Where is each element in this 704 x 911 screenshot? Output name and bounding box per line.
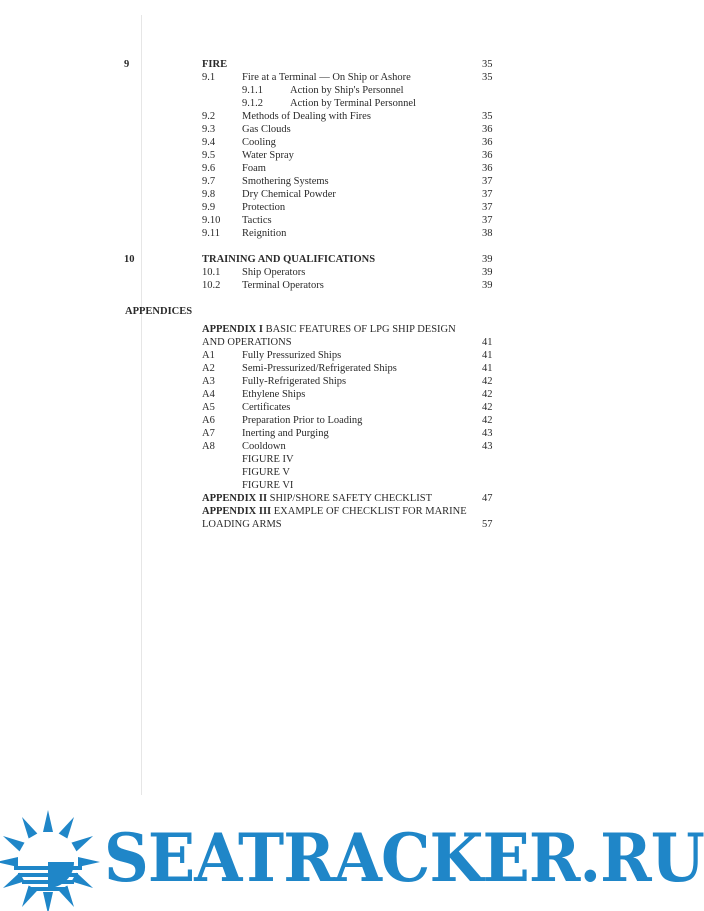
figure-entry: FIGURE VI — [242, 480, 294, 491]
toc-entry-9-10 — [0, 214, 643, 227]
toc-entry-a5 — [0, 401, 643, 414]
section-number: A3 — [202, 376, 215, 387]
appendix-title: BASIC FEATURES OF LPG SHIP DESIGN — [265, 324, 456, 335]
toc-entry-9-11 — [0, 227, 643, 240]
section-number: 9.4 — [202, 137, 216, 148]
section-title: Smothering Systems — [242, 176, 329, 187]
appendix-title: SHIP/SHORE SAFETY CHECKLIST — [269, 493, 433, 504]
toc-entry-9-4 — [0, 136, 643, 149]
subsection-number: 9.1.1 — [242, 85, 263, 96]
section-number: A2 — [202, 363, 215, 374]
section-number: 10.1 — [202, 267, 221, 278]
appendix-label: APPENDIX III — [202, 506, 272, 517]
figure-entry: FIGURE V — [242, 467, 290, 478]
section-number: 10.2 — [202, 280, 221, 291]
chapter-title: FIRE — [202, 59, 228, 70]
chapter-number: 10 — [124, 254, 135, 265]
section-number: 9.5 — [202, 150, 216, 161]
section-title: Water Spray — [242, 150, 294, 161]
subsection-title: Action by Terminal Personnel — [290, 98, 416, 109]
page-number: 42 — [482, 376, 493, 387]
appendix-1-title-line1 — [0, 323, 643, 336]
chapter-10-heading — [0, 253, 643, 266]
section-number: 9.9 — [202, 202, 216, 213]
page-number: 36 — [482, 137, 493, 148]
toc-entry-9-6 — [0, 162, 643, 175]
appendix-label: APPENDIX II — [202, 493, 268, 504]
section-number: A6 — [202, 415, 215, 426]
section-title: Gas Clouds — [242, 124, 291, 135]
section-title: Terminal Operators — [242, 280, 324, 291]
section-number: 9.7 — [202, 176, 216, 187]
toc-entry-9-1-2 — [0, 97, 643, 110]
page-number: 35 — [482, 111, 493, 122]
section-number: 9.8 — [202, 189, 216, 200]
toc-entry-a1 — [0, 349, 643, 362]
page-number: 43 — [482, 428, 493, 439]
section-number: 9.11 — [202, 228, 220, 239]
toc-entry-9-1 — [0, 71, 643, 84]
section-title: Inerting and Purging — [242, 428, 329, 439]
section-number: A8 — [202, 441, 215, 452]
page-number: 36 — [482, 163, 493, 174]
page-number: 38 — [482, 228, 493, 239]
section-title: Semi-Pressurized/Refrigerated Ships — [242, 363, 397, 374]
toc-entry-a8 — [0, 440, 643, 453]
section-number: 9.1 — [202, 72, 216, 83]
page-number: 41 — [482, 337, 493, 348]
toc-entry-10-1 — [0, 266, 643, 279]
section-title: Reignition — [242, 228, 287, 239]
toc-entry-a3 — [0, 375, 643, 388]
page-number: 42 — [482, 402, 493, 413]
page-number: 36 — [482, 124, 493, 135]
appendix-3-title-line2 — [0, 518, 643, 531]
section-title: Preparation Prior to Loading — [242, 415, 363, 426]
sun-burst-icon — [0, 810, 110, 910]
page-number: 42 — [482, 389, 493, 400]
toc-entry-9-3 — [0, 123, 643, 136]
page-number: 42 — [482, 415, 493, 426]
section-number: A1 — [202, 350, 215, 361]
figure-entry: FIGURE IV — [242, 454, 294, 465]
toc-entry-a6 — [0, 414, 643, 427]
section-title: Protection — [242, 202, 286, 213]
appendices-heading: APPENDICES — [125, 306, 193, 317]
page-number: 41 — [482, 363, 493, 374]
appendix-title-cont: AND OPERATIONS — [202, 337, 292, 348]
section-title: Methods of Dealing with Fires — [242, 111, 371, 122]
appendix-title-cont: LOADING ARMS — [202, 519, 282, 530]
section-number: A7 — [202, 428, 215, 439]
chapter-title: TRAINING AND QUALIFICATIONS — [202, 254, 376, 265]
section-title: Fully Pressurized Ships — [242, 350, 342, 361]
toc-entry-a4 — [0, 388, 643, 401]
subsection-title: Action by Ship's Personnel — [290, 85, 404, 96]
watermark-text: SEATRACKER.RU — [104, 819, 704, 897]
page-number: 37 — [482, 215, 493, 226]
section-number: 9.6 — [202, 163, 216, 174]
toc-entry-9-5 — [0, 149, 643, 162]
section-title: Certificates — [242, 402, 291, 413]
section-title: Fire at a Terminal — On Ship or Ashore — [242, 72, 411, 83]
chapter-number: 9 — [124, 59, 130, 70]
subsection-number: 9.1.2 — [242, 98, 263, 109]
section-title: Ethylene Ships — [242, 389, 306, 400]
appendix-label: APPENDIX I — [202, 324, 263, 335]
appendix-3-title-line1 — [0, 505, 643, 518]
toc-entry-9-7 — [0, 175, 643, 188]
toc-entry-a7 — [0, 427, 643, 440]
page-number: 57 — [482, 519, 493, 530]
chapter-9-heading — [0, 58, 643, 71]
toc-entry-10-2 — [0, 279, 643, 292]
page-number: 39 — [482, 267, 493, 278]
section-title: Tactics — [242, 215, 272, 226]
page-number: 35 — [482, 72, 493, 83]
page-number: 35 — [482, 59, 493, 70]
page-number: 37 — [482, 189, 493, 200]
page-number: 37 — [482, 176, 493, 187]
toc-entry-9-2 — [0, 110, 643, 123]
section-number: 9.10 — [202, 215, 221, 226]
toc-entry-9-9 — [0, 201, 643, 214]
section-number: A4 — [202, 389, 215, 400]
appendix-2-entry — [0, 492, 643, 505]
section-title: Cooling — [242, 137, 276, 148]
page-number: 39 — [482, 254, 493, 265]
section-number: 9.3 — [202, 124, 216, 135]
toc-entry-9-8 — [0, 188, 643, 201]
section-title: Fully-Refrigerated Ships — [242, 376, 347, 387]
page-number: 36 — [482, 150, 493, 161]
toc-entry-a2 — [0, 362, 643, 375]
page-number: 47 — [482, 493, 493, 504]
toc-entry-9-1-1 — [0, 84, 643, 97]
section-title: Ship Operators — [242, 267, 306, 278]
section-title: Cooldown — [242, 441, 286, 452]
section-title: Dry Chemical Powder — [242, 189, 336, 200]
page-number: 39 — [482, 280, 493, 291]
section-title: Foam — [242, 163, 266, 174]
section-number: A5 — [202, 402, 215, 413]
page-number: 37 — [482, 202, 493, 213]
appendix-1-title-line2 — [0, 336, 643, 349]
section-number: 9.2 — [202, 111, 216, 122]
appendix-title: EXAMPLE OF CHECKLIST FOR MARINE — [273, 506, 467, 517]
page-number: 43 — [482, 441, 493, 452]
page-number: 41 — [482, 350, 493, 361]
